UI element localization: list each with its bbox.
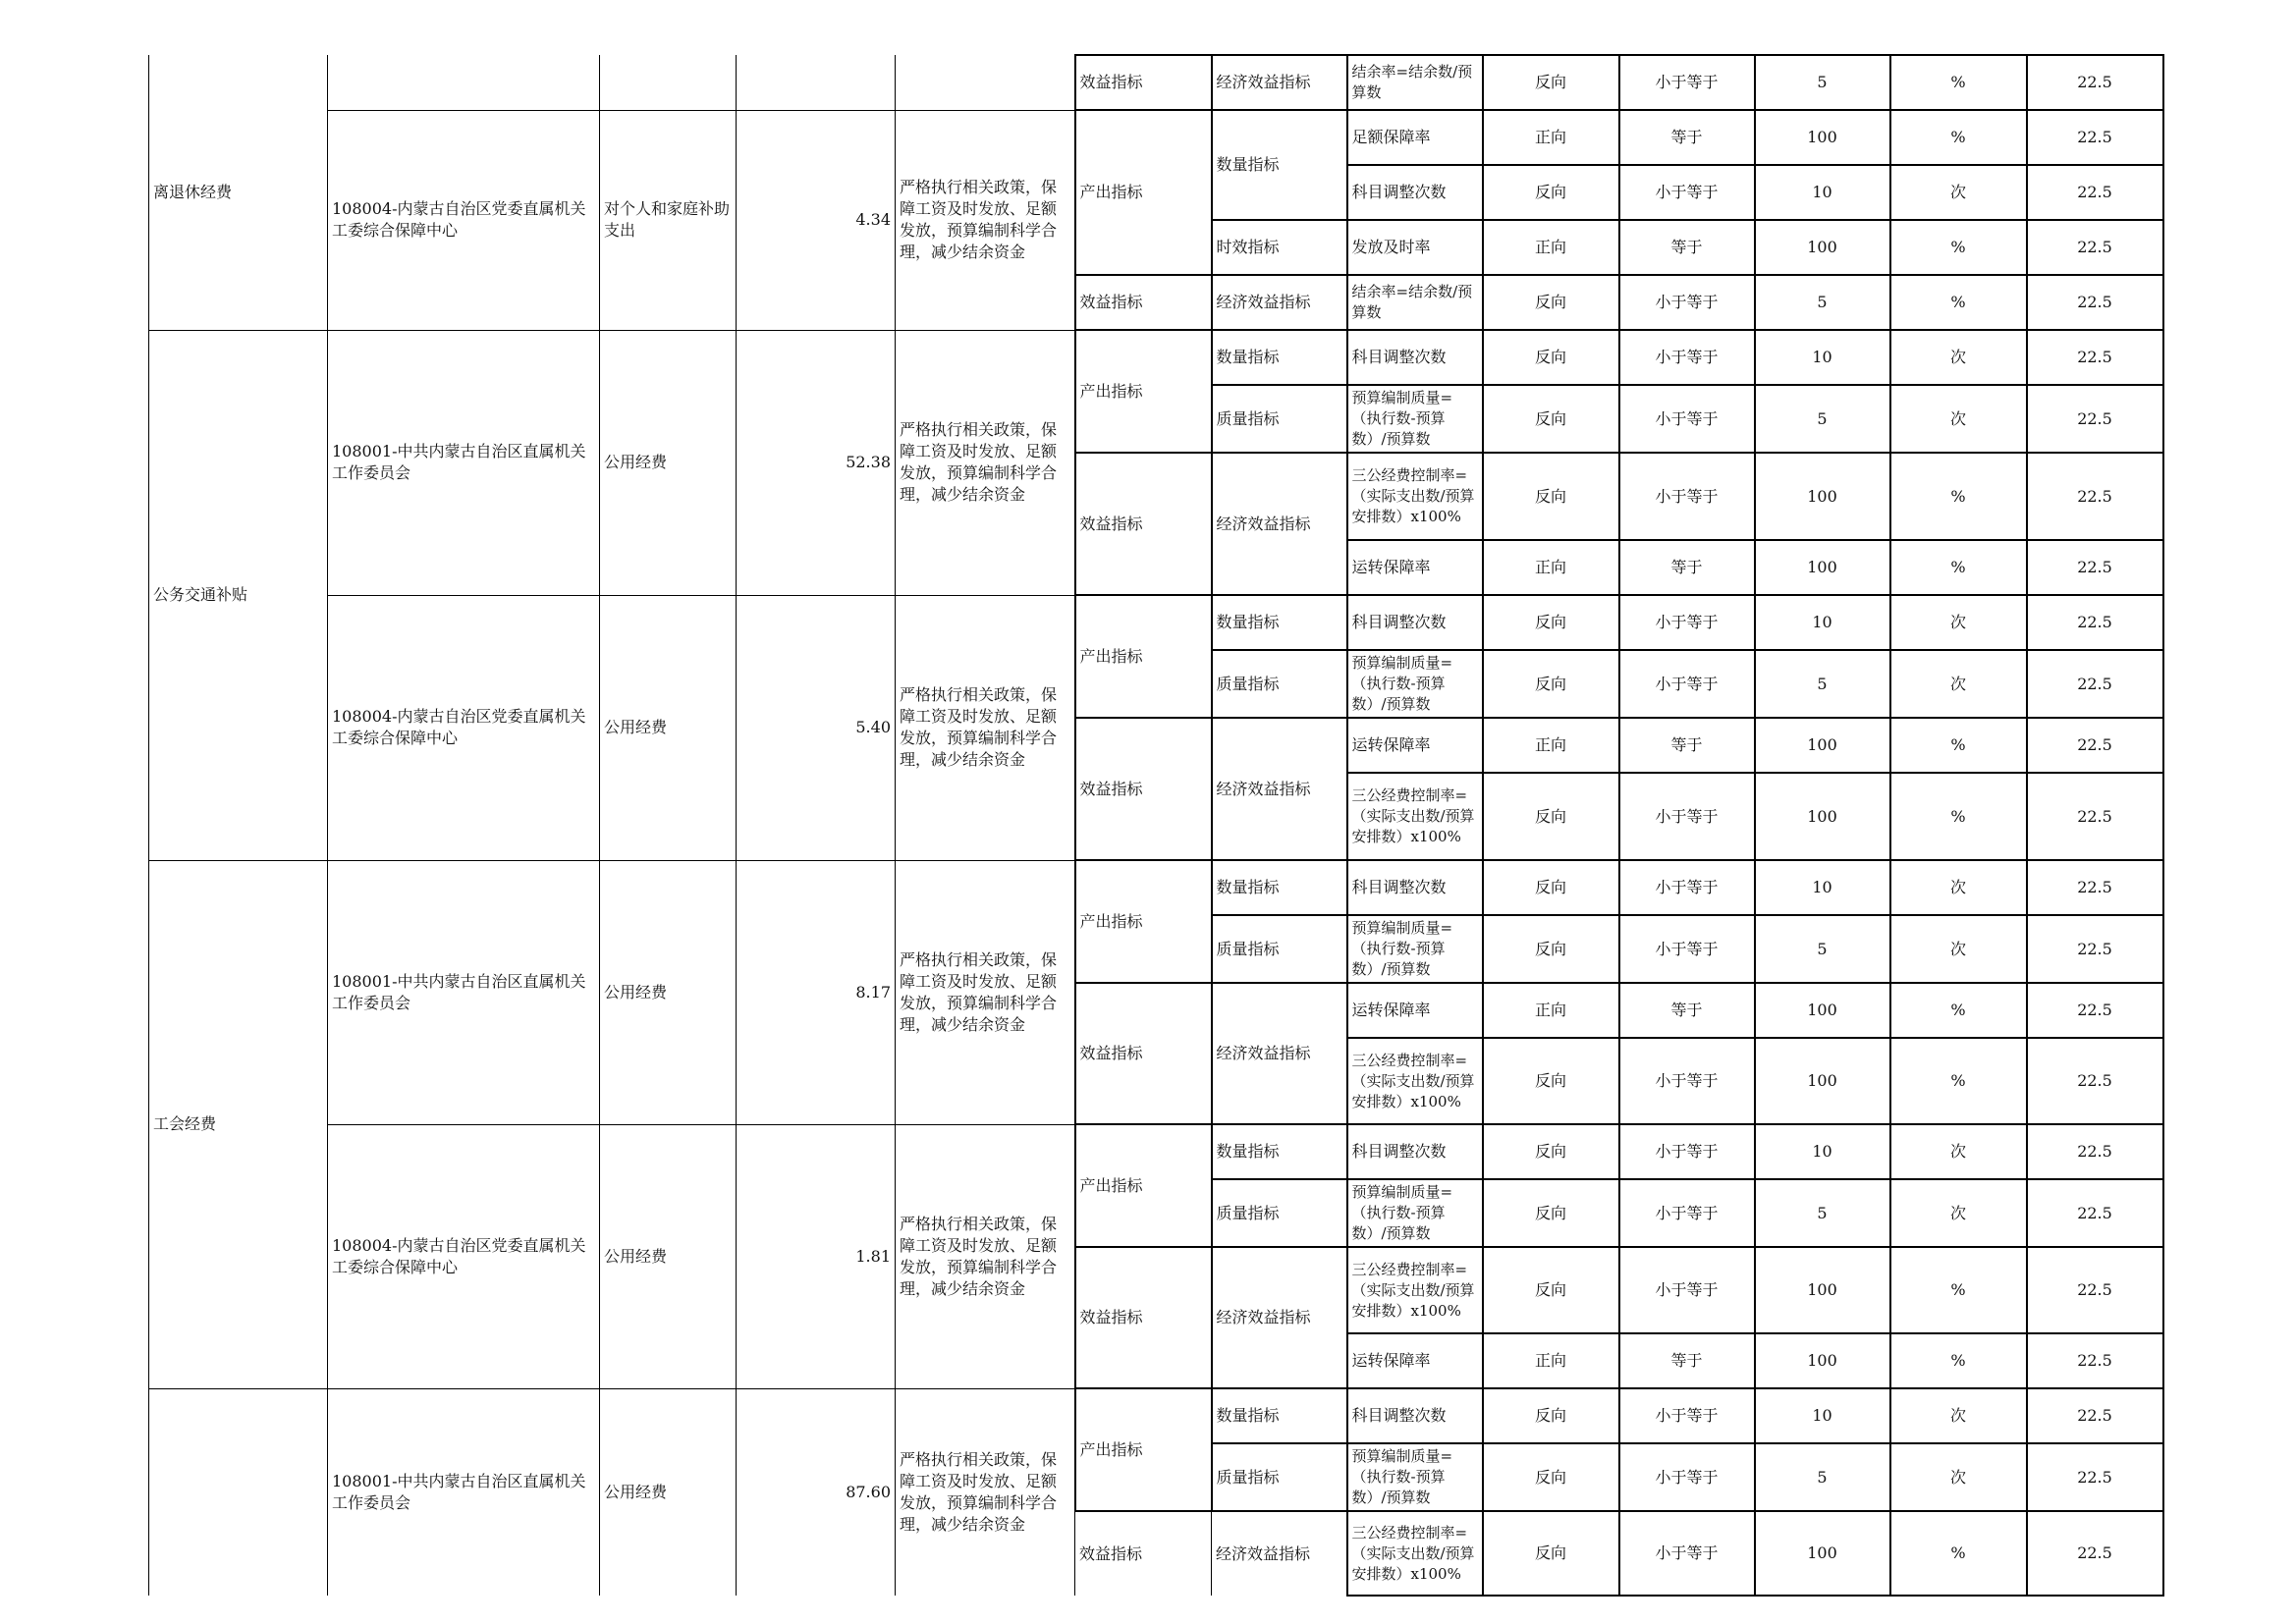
operator-cell: 小于等于 [1619,453,1755,540]
unit-of-measure-cell: 次 [1890,1179,2027,1247]
table-row [149,1388,2163,1443]
unit-of-measure-cell: 次 [1890,860,2027,915]
level3-indicator-cell: 科目调整次数 [1347,860,1483,915]
unit-of-measure-cell: % [1890,1511,2027,1596]
direction-cell: 反向 [1483,165,1619,220]
weight-cell: 22.5 [2027,385,2163,453]
goal-cell: 严格执行相关政策，保障工资及时发放、足额发放，预算编制科学合理，减少结余资金 [896,110,1075,330]
weight-cell: 22.5 [2027,1333,2163,1388]
unit-of-measure-cell: 次 [1890,1124,2027,1179]
target-value-cell: 100 [1755,1038,1890,1124]
level3-indicator-cell: 科目调整次数 [1347,330,1483,385]
operator-cell: 小于等于 [1619,55,1755,110]
operator-cell: 小于等于 [1619,915,1755,983]
category-cell: 公务交通补贴 [149,330,328,860]
level2-indicator-cell: 数量指标 [1212,860,1347,915]
unit-of-measure-cell: % [1890,275,2027,330]
weight-cell: 22.5 [2027,275,2163,330]
account-cell: 公用经费 [600,595,737,860]
unit-of-measure-cell: % [1890,1247,2027,1333]
target-value-cell: 100 [1755,220,1890,275]
target-value-cell: 100 [1755,540,1890,595]
amount-cell: 5.40 [737,595,896,860]
level2-indicator-cell: 质量指标 [1212,650,1347,718]
weight-cell: 22.5 [2027,860,2163,915]
level3-indicator-cell: 科目调整次数 [1347,165,1483,220]
operator-cell: 等于 [1619,540,1755,595]
direction-cell: 反向 [1483,1038,1619,1124]
direction-cell: 反向 [1483,773,1619,860]
level1-indicator-cell: 效益指标 [1075,1247,1212,1388]
goal-cell [896,55,1075,110]
unit-of-measure-cell: % [1890,453,2027,540]
goal-cell: 严格执行相关政策，保障工资及时发放、足额发放，预算编制科学合理，减少结余资金 [896,330,1075,595]
level2-indicator-cell: 质量指标 [1212,1179,1347,1247]
direction-cell: 反向 [1483,860,1619,915]
performance-indicator-table [148,54,2164,1597]
target-value-cell: 100 [1755,110,1890,165]
account-cell: 公用经费 [600,860,737,1124]
level3-indicator-cell: 结余率=结余数/预算数 [1347,55,1483,110]
operator-cell: 小于等于 [1619,275,1755,330]
level3-indicator-cell: 运转保障率 [1347,540,1483,595]
target-value-cell: 100 [1755,773,1890,860]
level3-indicator-cell: 预算编制质量=（执行数-预算数）/预算数 [1347,650,1483,718]
weight-cell: 22.5 [2027,1511,2163,1596]
level1-indicator-cell: 效益指标 [1075,718,1212,860]
direction-cell: 反向 [1483,275,1619,330]
weight-cell: 22.5 [2027,983,2163,1038]
level3-indicator-cell: 科目调整次数 [1347,595,1483,650]
target-value-cell: 10 [1755,165,1890,220]
operator-cell: 小于等于 [1619,1443,1755,1511]
unit-of-measure-cell: 次 [1890,385,2027,453]
unit-of-measure-cell: 次 [1890,915,2027,983]
direction-cell: 正向 [1483,983,1619,1038]
level3-indicator-cell: 发放及时率 [1347,220,1483,275]
operator-cell: 小于等于 [1619,773,1755,860]
level3-indicator-cell: 三公经费控制率=（实际支出数/预算安排数）x100% [1347,453,1483,540]
level3-indicator-cell: 预算编制质量=（执行数-预算数）/预算数 [1347,385,1483,453]
operator-cell: 小于等于 [1619,1038,1755,1124]
unit-cell: 108001-中共内蒙古自治区直属机关工作委员会 [328,330,600,595]
target-value-cell: 5 [1755,275,1890,330]
level1-indicator-cell: 产出指标 [1075,1124,1212,1247]
direction-cell: 正向 [1483,540,1619,595]
unit-cell: 108001-中共内蒙古自治区直属机关工作委员会 [328,1388,600,1596]
level2-indicator-cell: 数量指标 [1212,110,1347,220]
target-value-cell: 100 [1755,983,1890,1038]
operator-cell: 等于 [1619,983,1755,1038]
target-value-cell: 100 [1755,1247,1890,1333]
table-row [149,1124,2163,1179]
amount-cell: 87.60 [737,1388,896,1596]
unit-cell: 108001-中共内蒙古自治区直属机关工作委员会 [328,860,600,1124]
weight-cell: 22.5 [2027,595,2163,650]
direction-cell: 反向 [1483,650,1619,718]
unit-of-measure-cell: % [1890,718,2027,773]
level1-indicator-cell: 产出指标 [1075,595,1212,718]
operator-cell: 等于 [1619,718,1755,773]
level2-indicator-cell: 质量指标 [1212,1443,1347,1511]
level3-indicator-cell: 三公经费控制率=（实际支出数/预算安排数）x100% [1347,1038,1483,1124]
level3-indicator-cell: 运转保障率 [1347,983,1483,1038]
weight-cell: 22.5 [2027,718,2163,773]
weight-cell: 22.5 [2027,1179,2163,1247]
amount-cell: 52.38 [737,330,896,595]
operator-cell: 小于等于 [1619,1247,1755,1333]
weight-cell: 22.5 [2027,540,2163,595]
target-value-cell: 100 [1755,1511,1890,1596]
weight-cell: 22.5 [2027,1388,2163,1443]
level1-indicator-cell: 效益指标 [1075,983,1212,1124]
unit-of-measure-cell: % [1890,110,2027,165]
unit-cell: 108004-内蒙古自治区党委直属机关工委综合保障中心 [328,110,600,330]
operator-cell: 小于等于 [1619,650,1755,718]
operator-cell: 小于等于 [1619,330,1755,385]
level3-indicator-cell: 结余率=结余数/预算数 [1347,275,1483,330]
goal-cell: 严格执行相关政策，保障工资及时发放、足额发放，预算编制科学合理，减少结余资金 [896,1388,1075,1596]
goal-cell: 严格执行相关政策，保障工资及时发放、足额发放，预算编制科学合理，减少结余资金 [896,1124,1075,1388]
level1-indicator-cell: 产出指标 [1075,860,1212,983]
direction-cell: 反向 [1483,385,1619,453]
target-value-cell: 10 [1755,1124,1890,1179]
weight-cell: 22.5 [2027,1247,2163,1333]
unit-of-measure-cell: 次 [1890,595,2027,650]
operator-cell: 小于等于 [1619,860,1755,915]
level1-indicator-cell: 效益指标 [1075,275,1212,330]
table-row [149,110,2163,165]
level2-indicator-cell: 经济效益指标 [1212,453,1347,595]
direction-cell: 反向 [1483,1511,1619,1596]
operator-cell: 小于等于 [1619,1124,1755,1179]
operator-cell: 小于等于 [1619,1388,1755,1443]
unit-of-measure-cell: % [1890,983,2027,1038]
unit-of-measure-cell: 次 [1890,650,2027,718]
unit-of-measure-cell: % [1890,773,2027,860]
target-value-cell: 10 [1755,1388,1890,1443]
level3-indicator-cell: 运转保障率 [1347,718,1483,773]
weight-cell: 22.5 [2027,1443,2163,1511]
category-cell: 离退休经费 [149,55,328,330]
unit-of-measure-cell: % [1890,1038,2027,1124]
unit-cell [328,55,600,110]
weight-cell: 22.5 [2027,220,2163,275]
level3-indicator-cell: 预算编制质量=（执行数-预算数）/预算数 [1347,915,1483,983]
direction-cell: 反向 [1483,915,1619,983]
direction-cell: 反向 [1483,1247,1619,1333]
level1-indicator-cell: 产出指标 [1075,110,1212,275]
level2-indicator-cell: 质量指标 [1212,915,1347,983]
document-page [148,54,2164,1597]
target-value-cell: 5 [1755,650,1890,718]
operator-cell: 等于 [1619,220,1755,275]
level3-indicator-cell: 三公经费控制率=（实际支出数/预算安排数）x100% [1347,1247,1483,1333]
amount-cell: 1.81 [737,1124,896,1388]
target-value-cell: 5 [1755,55,1890,110]
target-value-cell: 10 [1755,860,1890,915]
direction-cell: 反向 [1483,1179,1619,1247]
direction-cell: 反向 [1483,1388,1619,1443]
table-row [149,595,2163,650]
level2-indicator-cell: 经济效益指标 [1212,55,1347,110]
category-cell [149,1388,328,1596]
target-value-cell: 10 [1755,330,1890,385]
weight-cell: 22.5 [2027,453,2163,540]
target-value-cell: 100 [1755,718,1890,773]
level3-indicator-cell: 预算编制质量=（执行数-预算数）/预算数 [1347,1443,1483,1511]
level2-indicator-cell: 经济效益指标 [1212,718,1347,860]
direction-cell: 反向 [1483,1443,1619,1511]
unit-of-measure-cell: 次 [1890,165,2027,220]
weight-cell: 22.5 [2027,330,2163,385]
level3-indicator-cell: 运转保障率 [1347,1333,1483,1388]
weight-cell: 22.5 [2027,1038,2163,1124]
weight-cell: 22.5 [2027,650,2163,718]
direction-cell: 正向 [1483,110,1619,165]
unit-of-measure-cell: % [1890,540,2027,595]
target-value-cell: 5 [1755,915,1890,983]
level2-indicator-cell: 经济效益指标 [1212,1247,1347,1388]
level3-indicator-cell: 三公经费控制率=（实际支出数/预算安排数）x100% [1347,773,1483,860]
unit-cell: 108004-内蒙古自治区党委直属机关工委综合保障中心 [328,1124,600,1388]
target-value-cell: 10 [1755,595,1890,650]
level1-indicator-cell: 效益指标 [1075,55,1212,110]
unit-of-measure-cell: % [1890,1333,2027,1388]
level1-indicator-cell: 效益指标 [1075,1511,1212,1596]
amount-cell [737,55,896,110]
operator-cell: 等于 [1619,1333,1755,1388]
direction-cell: 正向 [1483,718,1619,773]
level3-indicator-cell: 三公经费控制率=（实际支出数/预算安排数）x100% [1347,1511,1483,1596]
table-row [149,330,2163,385]
operator-cell: 小于等于 [1619,1511,1755,1596]
unit-of-measure-cell: 次 [1890,1388,2027,1443]
goal-cell: 严格执行相关政策，保障工资及时发放、足额发放，预算编制科学合理，减少结余资金 [896,860,1075,1124]
level2-indicator-cell: 数量指标 [1212,1124,1347,1179]
direction-cell: 反向 [1483,453,1619,540]
level3-indicator-cell: 足额保障率 [1347,110,1483,165]
direction-cell: 正向 [1483,1333,1619,1388]
target-value-cell: 5 [1755,1443,1890,1511]
level2-indicator-cell: 数量指标 [1212,595,1347,650]
level2-indicator-cell: 经济效益指标 [1212,1511,1347,1596]
target-value-cell: 5 [1755,385,1890,453]
level2-indicator-cell: 经济效益指标 [1212,983,1347,1124]
weight-cell: 22.5 [2027,1124,2163,1179]
unit-of-measure-cell: 次 [1890,1443,2027,1511]
account-cell: 对个人和家庭补助支出 [600,110,737,330]
level3-indicator-cell: 科目调整次数 [1347,1388,1483,1443]
operator-cell: 等于 [1619,110,1755,165]
table-row [149,860,2163,915]
account-cell: 公用经费 [600,1124,737,1388]
level3-indicator-cell: 科目调整次数 [1347,1124,1483,1179]
weight-cell: 22.5 [2027,165,2163,220]
table-row [149,55,2163,110]
category-cell: 工会经费 [149,860,328,1388]
account-cell [600,55,737,110]
level2-indicator-cell: 经济效益指标 [1212,275,1347,330]
level2-indicator-cell: 质量指标 [1212,385,1347,453]
goal-cell: 严格执行相关政策，保障工资及时发放、足额发放，预算编制科学合理，减少结余资金 [896,595,1075,860]
direction-cell: 反向 [1483,330,1619,385]
target-value-cell: 5 [1755,1179,1890,1247]
weight-cell: 22.5 [2027,55,2163,110]
level1-indicator-cell: 效益指标 [1075,453,1212,595]
target-value-cell: 100 [1755,453,1890,540]
weight-cell: 22.5 [2027,110,2163,165]
direction-cell: 反向 [1483,55,1619,110]
amount-cell: 8.17 [737,860,896,1124]
direction-cell: 正向 [1483,220,1619,275]
unit-of-measure-cell: % [1890,55,2027,110]
operator-cell: 小于等于 [1619,1179,1755,1247]
level1-indicator-cell: 产出指标 [1075,1388,1212,1511]
unit-of-measure-cell: % [1890,220,2027,275]
operator-cell: 小于等于 [1619,165,1755,220]
account-cell: 公用经费 [600,1388,737,1596]
operator-cell: 小于等于 [1619,595,1755,650]
level2-indicator-cell: 数量指标 [1212,330,1347,385]
unit-cell: 108004-内蒙古自治区党委直属机关工委综合保障中心 [328,595,600,860]
amount-cell: 4.34 [737,110,896,330]
direction-cell: 反向 [1483,1124,1619,1179]
level2-indicator-cell: 时效指标 [1212,220,1347,275]
weight-cell: 22.5 [2027,915,2163,983]
level1-indicator-cell: 产出指标 [1075,330,1212,453]
unit-of-measure-cell: 次 [1890,330,2027,385]
direction-cell: 反向 [1483,595,1619,650]
operator-cell: 小于等于 [1619,385,1755,453]
level3-indicator-cell: 预算编制质量=（执行数-预算数）/预算数 [1347,1179,1483,1247]
weight-cell: 22.5 [2027,773,2163,860]
account-cell: 公用经费 [600,330,737,595]
level2-indicator-cell: 数量指标 [1212,1388,1347,1443]
target-value-cell: 100 [1755,1333,1890,1388]
